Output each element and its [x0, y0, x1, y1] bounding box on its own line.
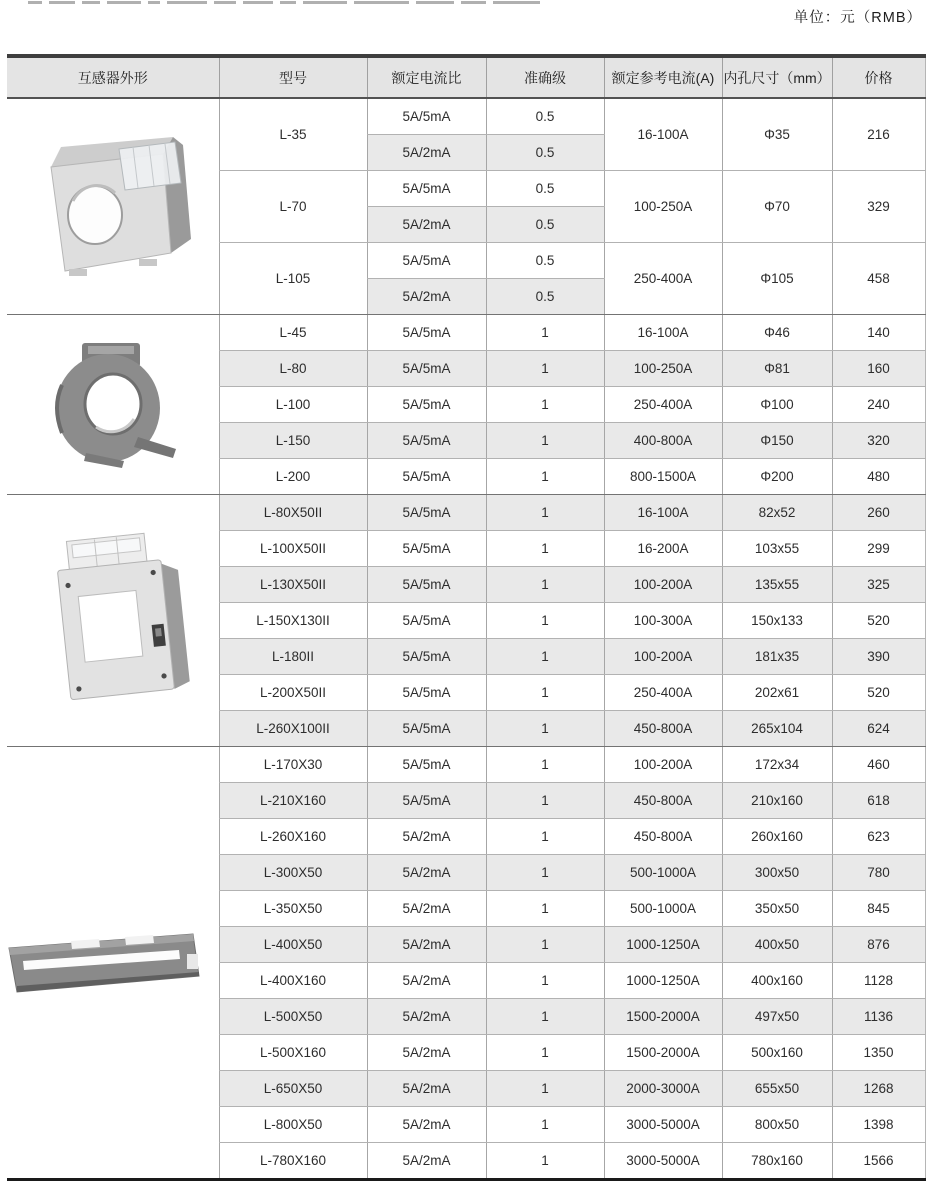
- cell-model: L-200: [219, 459, 367, 495]
- cell-hole-size: 500x160: [722, 1035, 832, 1071]
- cell-price: 140: [832, 315, 925, 351]
- cell-accuracy: 1: [486, 639, 604, 675]
- cell-model: L-80: [219, 351, 367, 387]
- cell-price: 160: [832, 351, 925, 387]
- column-header-5: 内孔尺寸（mm）: [722, 56, 832, 98]
- cell-current: 16-100A: [604, 98, 722, 171]
- cell-price: 329: [832, 171, 925, 243]
- cell-hole-size: Φ150: [722, 423, 832, 459]
- cell-price: 480: [832, 459, 925, 495]
- cell-accuracy: 1: [486, 1035, 604, 1071]
- cell-price: 216: [832, 98, 925, 171]
- cell-hole-size: 210x160: [722, 783, 832, 819]
- cell-current: 3000-5000A: [604, 1143, 722, 1180]
- cell-ratio: 5A/2mA: [367, 819, 486, 855]
- cell-hole-size: 800x50: [722, 1107, 832, 1143]
- cell-ratio: 5A/5mA: [367, 531, 486, 567]
- cell-current: 450-800A: [604, 711, 722, 747]
- cell-ratio: 5A/5mA: [367, 387, 486, 423]
- cell-hole-size: 497x50: [722, 999, 832, 1035]
- toroid-ct-drawing: [38, 335, 188, 475]
- cell-accuracy: 0.5: [486, 279, 604, 315]
- cell-model: L-105: [219, 243, 367, 315]
- cell-current: 1000-1250A: [604, 963, 722, 999]
- cell-hole-size: 135x55: [722, 567, 832, 603]
- cell-model: L-300X50: [219, 855, 367, 891]
- cell-hole-size: 103x55: [722, 531, 832, 567]
- cell-hole-size: Φ105: [722, 243, 832, 315]
- cell-price: 520: [832, 675, 925, 711]
- product-photo-toroid-ct: [7, 315, 219, 495]
- cell-ratio: 5A/5mA: [367, 315, 486, 351]
- cell-hole-size: Φ100: [722, 387, 832, 423]
- cell-model: L-100: [219, 387, 367, 423]
- cell-accuracy: 1: [486, 927, 604, 963]
- cell-accuracy: 0.5: [486, 207, 604, 243]
- cell-model: L-100X50II: [219, 531, 367, 567]
- table-row: [7, 315, 925, 351]
- cell-model: L-200X50II: [219, 675, 367, 711]
- busbar-ct-drawing: [7, 928, 207, 998]
- cell-ratio: 5A/5mA: [367, 783, 486, 819]
- cell-ratio: 5A/2mA: [367, 927, 486, 963]
- cell-hole-size: 150x133: [722, 603, 832, 639]
- product-photo-box-ct: [7, 98, 219, 315]
- cell-accuracy: 1: [486, 531, 604, 567]
- table-row: [7, 747, 925, 783]
- cell-ratio: 5A/2mA: [367, 279, 486, 315]
- cell-hole-size: 655x50: [722, 1071, 832, 1107]
- product-photo-wrap: [7, 335, 219, 475]
- product-photo-wrap: [7, 928, 219, 998]
- cell-model: L-500X160: [219, 1035, 367, 1071]
- cell-hole-size: 82x52: [722, 495, 832, 531]
- cell-price: 260: [832, 495, 925, 531]
- cell-accuracy: 1: [486, 819, 604, 855]
- column-header-6: 价格: [832, 56, 925, 98]
- cell-accuracy: 1: [486, 495, 604, 531]
- cell-accuracy: 1: [486, 675, 604, 711]
- cell-price: 320: [832, 423, 925, 459]
- cell-current: 100-200A: [604, 747, 722, 783]
- cell-accuracy: 0.5: [486, 98, 604, 135]
- cell-hole-size: Φ200: [722, 459, 832, 495]
- column-header-0: 互感器外形: [7, 56, 219, 98]
- cell-price: 1398: [832, 1107, 925, 1143]
- cell-price: 780: [832, 855, 925, 891]
- cell-current: 450-800A: [604, 783, 722, 819]
- cell-hole-size: 260x160: [722, 819, 832, 855]
- cell-hole-size: 202x61: [722, 675, 832, 711]
- cell-accuracy: 1: [486, 999, 604, 1035]
- cell-model: L-150: [219, 423, 367, 459]
- cell-price: 1268: [832, 1071, 925, 1107]
- unit-label: 单位：元（RMB）: [793, 10, 922, 26]
- cell-accuracy: 1: [486, 747, 604, 783]
- cell-current: 800-1500A: [604, 459, 722, 495]
- cell-current: 400-800A: [604, 423, 722, 459]
- cell-current: 2000-3000A: [604, 1071, 722, 1107]
- cell-accuracy: 1: [486, 963, 604, 999]
- cell-current: 500-1000A: [604, 855, 722, 891]
- column-header-3: 准确级: [486, 56, 604, 98]
- cell-hole-size: 265x104: [722, 711, 832, 747]
- box-ct-drawing: [23, 121, 203, 293]
- cell-price: 845: [832, 891, 925, 927]
- cell-ratio: 5A/5mA: [367, 639, 486, 675]
- cell-accuracy: 1: [486, 1071, 604, 1107]
- cell-price: 618: [832, 783, 925, 819]
- cell-price: 458: [832, 243, 925, 315]
- cell-accuracy: 1: [486, 315, 604, 351]
- cell-hole-size: 181x35: [722, 639, 832, 675]
- cell-ratio: 5A/2mA: [367, 963, 486, 999]
- cell-price: 1128: [832, 963, 925, 999]
- cell-ratio: 5A/5mA: [367, 351, 486, 387]
- cell-current: 500-1000A: [604, 891, 722, 927]
- cell-hole-size: 400x50: [722, 927, 832, 963]
- cell-model: L-780X160: [219, 1143, 367, 1180]
- cell-price: 876: [832, 927, 925, 963]
- cell-accuracy: 1: [486, 891, 604, 927]
- cell-hole-size: Φ35: [722, 98, 832, 171]
- cell-accuracy: 1: [486, 603, 604, 639]
- cell-accuracy: 1: [486, 855, 604, 891]
- cell-current: 250-400A: [604, 387, 722, 423]
- cell-current: 1500-2000A: [604, 999, 722, 1035]
- cell-ratio: 5A/2mA: [367, 135, 486, 171]
- cell-ratio: 5A/5mA: [367, 459, 486, 495]
- cell-ratio: 5A/2mA: [367, 855, 486, 891]
- cell-accuracy: 1: [486, 1107, 604, 1143]
- cell-current: 16-100A: [604, 495, 722, 531]
- cell-model: L-350X50: [219, 891, 367, 927]
- cell-model: L-70: [219, 171, 367, 243]
- cell-price: 623: [832, 819, 925, 855]
- cell-price: 1350: [832, 1035, 925, 1071]
- cell-accuracy: 1: [486, 783, 604, 819]
- cell-accuracy: 1: [486, 351, 604, 387]
- cell-ratio: 5A/5mA: [367, 495, 486, 531]
- cell-ratio: 5A/5mA: [367, 675, 486, 711]
- cell-accuracy: 0.5: [486, 171, 604, 207]
- cell-price: 325: [832, 567, 925, 603]
- product-spec-table: [7, 54, 926, 1181]
- cell-ratio: 5A/5mA: [367, 747, 486, 783]
- cell-current: 3000-5000A: [604, 1107, 722, 1143]
- cell-accuracy: 1: [486, 387, 604, 423]
- cell-model: L-180II: [219, 639, 367, 675]
- cell-ratio: 5A/5mA: [367, 423, 486, 459]
- cell-model: L-800X50: [219, 1107, 367, 1143]
- cell-model: L-650X50: [219, 1071, 367, 1107]
- cell-price: 299: [832, 531, 925, 567]
- cell-accuracy: 1: [486, 423, 604, 459]
- cell-model: L-170X30: [219, 747, 367, 783]
- product-photo-wrap: [7, 525, 219, 717]
- cell-model: L-150X130II: [219, 603, 367, 639]
- cell-ratio: 5A/5mA: [367, 171, 486, 207]
- cell-model: L-130X50II: [219, 567, 367, 603]
- cell-current: 1500-2000A: [604, 1035, 722, 1071]
- cell-ratio: 5A/5mA: [367, 98, 486, 135]
- cell-current: 450-800A: [604, 819, 722, 855]
- cell-price: 1566: [832, 1143, 925, 1180]
- cell-price: 240: [832, 387, 925, 423]
- cell-accuracy: 0.5: [486, 243, 604, 279]
- cropped-page-title: [28, 0, 573, 5]
- cell-current: 100-300A: [604, 603, 722, 639]
- cell-price: 1136: [832, 999, 925, 1035]
- cell-ratio: 5A/5mA: [367, 603, 486, 639]
- cell-model: L-260X100II: [219, 711, 367, 747]
- cell-current: 16-200A: [604, 531, 722, 567]
- cell-price: 624: [832, 711, 925, 747]
- cell-current: 100-250A: [604, 171, 722, 243]
- cell-current: 250-400A: [604, 243, 722, 315]
- cell-price: 520: [832, 603, 925, 639]
- cell-ratio: 5A/2mA: [367, 207, 486, 243]
- cell-ratio: 5A/2mA: [367, 1107, 486, 1143]
- cell-current: 100-200A: [604, 567, 722, 603]
- cell-current: 16-100A: [604, 315, 722, 351]
- cell-model: L-80X50II: [219, 495, 367, 531]
- cell-ratio: 5A/5mA: [367, 711, 486, 747]
- cell-accuracy: 0.5: [486, 135, 604, 171]
- cell-current: 1000-1250A: [604, 927, 722, 963]
- table-row: [7, 495, 925, 531]
- cell-ratio: 5A/2mA: [367, 1035, 486, 1071]
- product-photo-busbar-ct: [7, 747, 219, 1180]
- cell-hole-size: 780x160: [722, 1143, 832, 1180]
- cell-price: 390: [832, 639, 925, 675]
- cell-hole-size: 172x34: [722, 747, 832, 783]
- cell-ratio: 5A/2mA: [367, 999, 486, 1035]
- cell-accuracy: 1: [486, 459, 604, 495]
- cell-hole-size: Φ46: [722, 315, 832, 351]
- cell-model: L-400X50: [219, 927, 367, 963]
- table-row: [7, 98, 925, 135]
- product-photo-frame-ct: [7, 495, 219, 747]
- cell-model: L-500X50: [219, 999, 367, 1035]
- cell-accuracy: 1: [486, 711, 604, 747]
- cell-ratio: 5A/5mA: [367, 567, 486, 603]
- cell-current: 250-400A: [604, 675, 722, 711]
- cell-model: L-400X160: [219, 963, 367, 999]
- cell-model: L-260X160: [219, 819, 367, 855]
- product-photo-wrap: [7, 121, 219, 293]
- cell-hole-size: Φ81: [722, 351, 832, 387]
- cell-current: 100-250A: [604, 351, 722, 387]
- cell-model: L-210X160: [219, 783, 367, 819]
- cell-ratio: 5A/5mA: [367, 243, 486, 279]
- cell-hole-size: 300x50: [722, 855, 832, 891]
- cell-hole-size: 350x50: [722, 891, 832, 927]
- column-header-4: 额定参考电流(A): [604, 56, 722, 98]
- cell-ratio: 5A/2mA: [367, 1071, 486, 1107]
- cell-accuracy: 1: [486, 1143, 604, 1180]
- cell-accuracy: 1: [486, 567, 604, 603]
- table-header: [7, 56, 925, 98]
- frame-ct-drawing: [33, 525, 193, 717]
- column-header-2: 额定电流比: [367, 56, 486, 98]
- cell-current: 100-200A: [604, 639, 722, 675]
- column-header-1: 型号: [219, 56, 367, 98]
- cell-model: L-45: [219, 315, 367, 351]
- cell-model: L-35: [219, 98, 367, 171]
- cell-price: 460: [832, 747, 925, 783]
- cell-hole-size: 400x160: [722, 963, 832, 999]
- cell-hole-size: Φ70: [722, 171, 832, 243]
- cell-ratio: 5A/2mA: [367, 1143, 486, 1180]
- cell-ratio: 5A/2mA: [367, 891, 486, 927]
